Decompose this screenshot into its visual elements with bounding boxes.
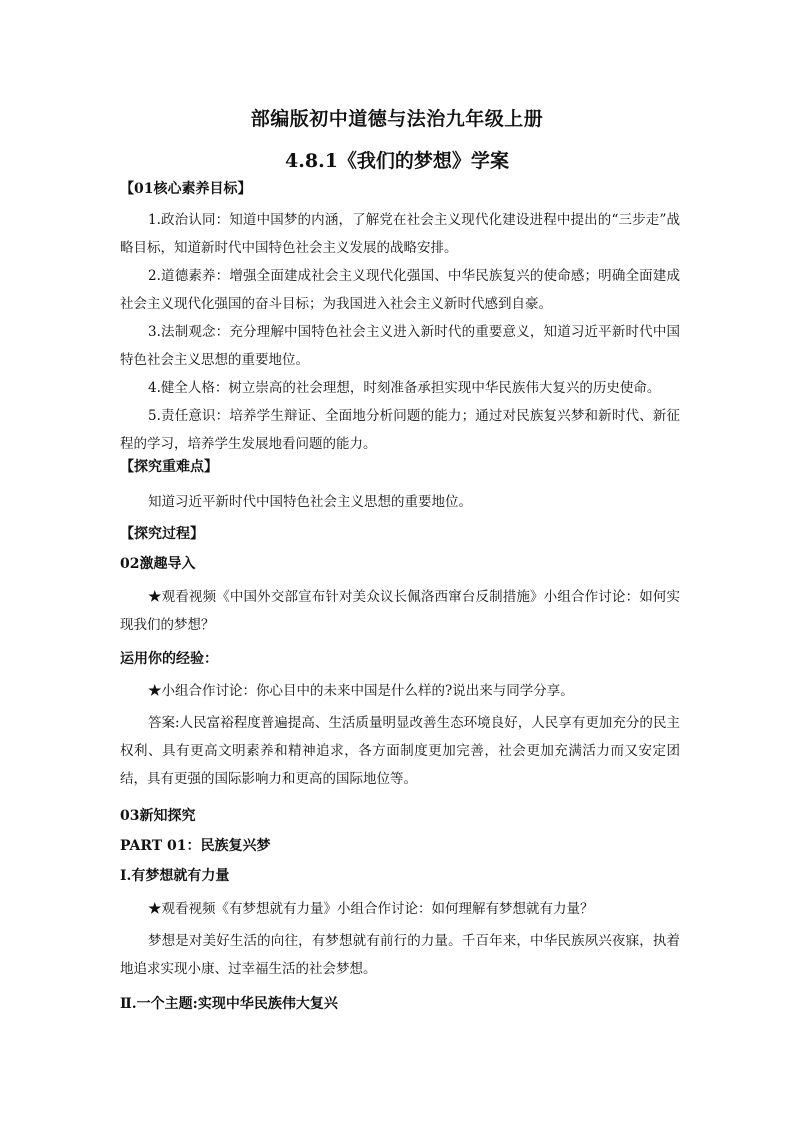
objective-item: 1.政治认同：知道中国梦的内涵，了解党在社会主义现代化建设进程中提出的“三步走”战略目标，知道新时代中国特色社会主义发展的战略安排。 — [120, 212, 680, 256]
intro-text-wrap — [120, 583, 680, 639]
experience-wrap — [120, 677, 680, 793]
subsection-heading-new-knowledge: 03新知探究 — [120, 808, 196, 824]
intro-text: ★观看视频《中国外交部宣布针对美众议长佩洛西窜台反制措施》小组合作讨论：如何实现我们的梦想？ — [120, 589, 680, 633]
objective-item: 4.健全人格：树立崇高的社会理想，时刻准备承担实现中华民族伟大复兴的历史使命。 — [148, 380, 661, 396]
section-heading-process: 【探究过程】 — [120, 526, 204, 542]
document-subtitle: 4.8.1《我们的梦想》学案 — [285, 150, 509, 172]
objective-item: 5.责任意识：培养学生辩证、全面地分析问题的能力；通过对民族复兴梦和新时代、新征程的学习，培养学生发展地看问题的能力。 — [120, 408, 680, 452]
section-heading-objectives: 【01核心素养目标】 — [120, 181, 252, 197]
objective-item: 3.法制观念：充分理解中国特色社会主义进入新时代的重要意义，知道习近平新时代中国特色社会主义思想的重要地位。 — [120, 324, 680, 368]
part-i-wrap — [120, 895, 680, 983]
subsection-heading-experience: 运用你的经验： — [120, 651, 218, 667]
objective-item: 2.道德素养：增强全面建成社会主义现代化强国、中华民族复兴的使命感；明确全面建成社会主义现代化强国的奋斗目标；为我国进入社会主义新时代感到自豪。 — [120, 268, 680, 312]
key-points-text: 知道习近平新时代中国特色社会主义思想的重要地位。 — [148, 494, 472, 510]
part-i-text: 梦想是对美好生活的向往，有梦想就有前行的力量。千百年来，中华民族夙兴夜寐，执着地追求实现小康、过幸福生活的社会梦想。 — [120, 933, 680, 977]
document-title: 部编版初中道德与法治九年级上册 — [250, 108, 544, 130]
objectives-list — [120, 206, 680, 458]
experience-question: ★小组合作讨论：你心目中的未来中国是什么样的?说出来与同学分享。 — [148, 683, 574, 699]
subsection-heading-intro: 02激趣导入 — [120, 556, 196, 572]
part-i-heading: Ⅰ.有梦想就有力量 — [120, 868, 230, 884]
key-points-text-wrap — [120, 488, 680, 516]
section-heading-key-points: 【探究重难点】 — [120, 459, 218, 475]
experience-answer: 答案:人民富裕程度普遍提高、生活质量明显改善生态环境良好，人民享有更加充分的民主权利、具有更高文明素养和精神追求，各方面制度更加完善，社会更加充满活力而又安定团结，具有更强的国际影响力和更高的国际地位等。 — [120, 715, 680, 787]
part-i-question: ★观看视频《有梦想就有力量》小组合作讨论：如何理解有梦想就有力量？ — [148, 901, 594, 917]
part-heading: PART 01：民族复兴梦 — [120, 838, 271, 854]
part-ii-heading: Ⅱ.一个主题:实现中华民族伟大复兴 — [120, 996, 338, 1012]
